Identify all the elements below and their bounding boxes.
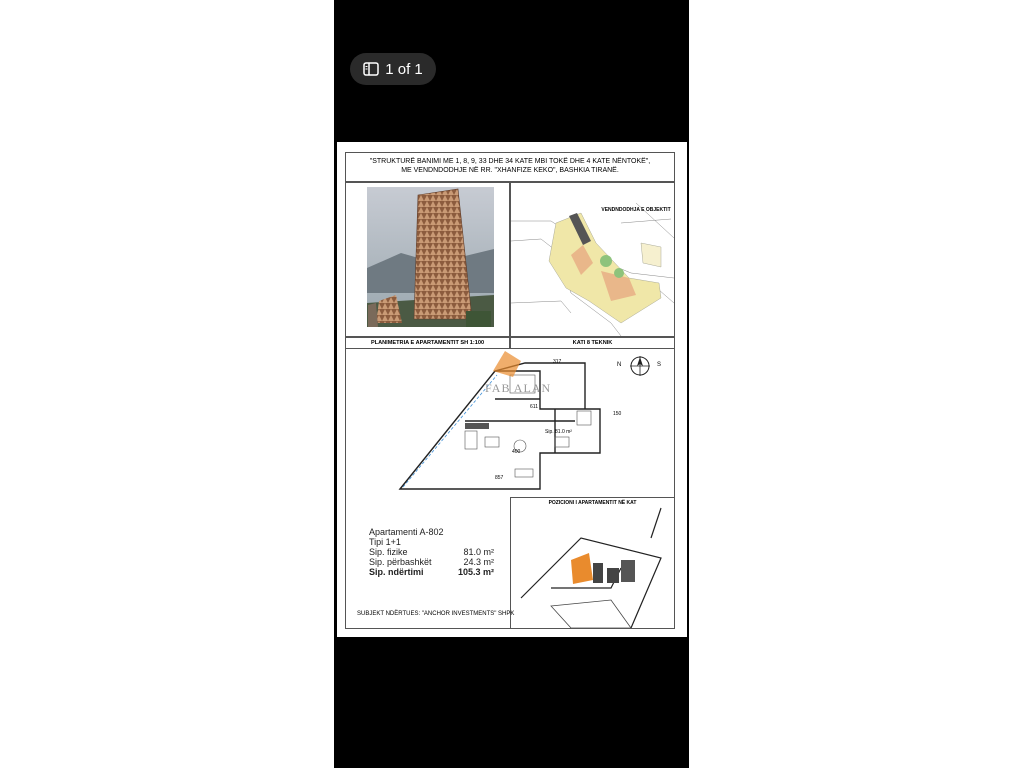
map-label: VENDNDODHJA E OBJEKTIT — [601, 207, 671, 213]
dim-317: 317 — [553, 359, 562, 365]
row-ndertimi-value: 105.3 m² — [457, 567, 494, 577]
site-map-drawing — [511, 183, 674, 336]
row-fizike-value: 81.0 m² — [463, 547, 494, 557]
compass-icon — [617, 354, 663, 383]
title-line-2: ME VENDNDODHJE NË RR. "XHANFIZE KEKO", BASHKIA TIRANË. — [401, 167, 619, 174]
floor-plan-area — [345, 349, 675, 497]
compass-n: N — [617, 362, 622, 368]
document-title — [345, 152, 675, 182]
dim-857: 857 — [495, 475, 504, 481]
title-line-1: "STRUKTURË BANIMI ME 1, 8, 9, 33 DHE 34 KATE MBI TOKË DHE 4 KATE NËNTOKË", — [369, 158, 651, 165]
position-cell — [510, 497, 675, 629]
apartment-type: Tipi 1+1 — [369, 537, 401, 547]
apartment-name: Apartamenti A-802 — [369, 527, 444, 537]
position-label: POZICIONI I APARTAMENTIT NË KAT — [548, 500, 637, 506]
site-map-cell — [510, 182, 675, 337]
subjekt-label: SUBJEKT NDËRTUES: "ANCHOR INVESTMENTS" SHPK — [357, 611, 515, 617]
row-fizike-label: Sip. fizike — [369, 547, 408, 557]
apartment-info — [369, 527, 494, 577]
dim-150: 150 — [613, 411, 622, 417]
page-counter-button[interactable] — [350, 53, 436, 85]
dim-611: 611 — [530, 404, 538, 410]
tower-render-image — [346, 183, 509, 336]
row-fizike — [369, 547, 494, 557]
floor-label: KATI 8 TEKNIK — [572, 340, 613, 346]
row-perbashket-value: 24.3 m² — [463, 557, 494, 567]
tower-render-cell — [345, 182, 510, 337]
document-page — [337, 142, 687, 637]
page-list-icon — [363, 62, 379, 76]
floor-caption-cell — [510, 337, 675, 349]
row-ndertimi — [369, 567, 494, 577]
page-counter-label: 1 of 1 — [385, 60, 423, 78]
watermark-text: FAB ALAN — [485, 381, 552, 395]
row-perbashket — [369, 557, 494, 567]
plan-label: PLANIMETRIA E APARTAMENTIT SH 1:100 — [370, 340, 485, 346]
row-ndertimi-label: Sip. ndërtimi — [369, 567, 424, 577]
compass-s: S — [657, 362, 662, 368]
row-perbashket-label: Sip. përbashkët — [369, 557, 432, 567]
dim-400: 400 — [512, 449, 521, 455]
plan-caption-cell — [345, 337, 510, 349]
area-label: Sip. 81.0 m² — [545, 429, 572, 435]
position-drawing — [511, 498, 674, 628]
